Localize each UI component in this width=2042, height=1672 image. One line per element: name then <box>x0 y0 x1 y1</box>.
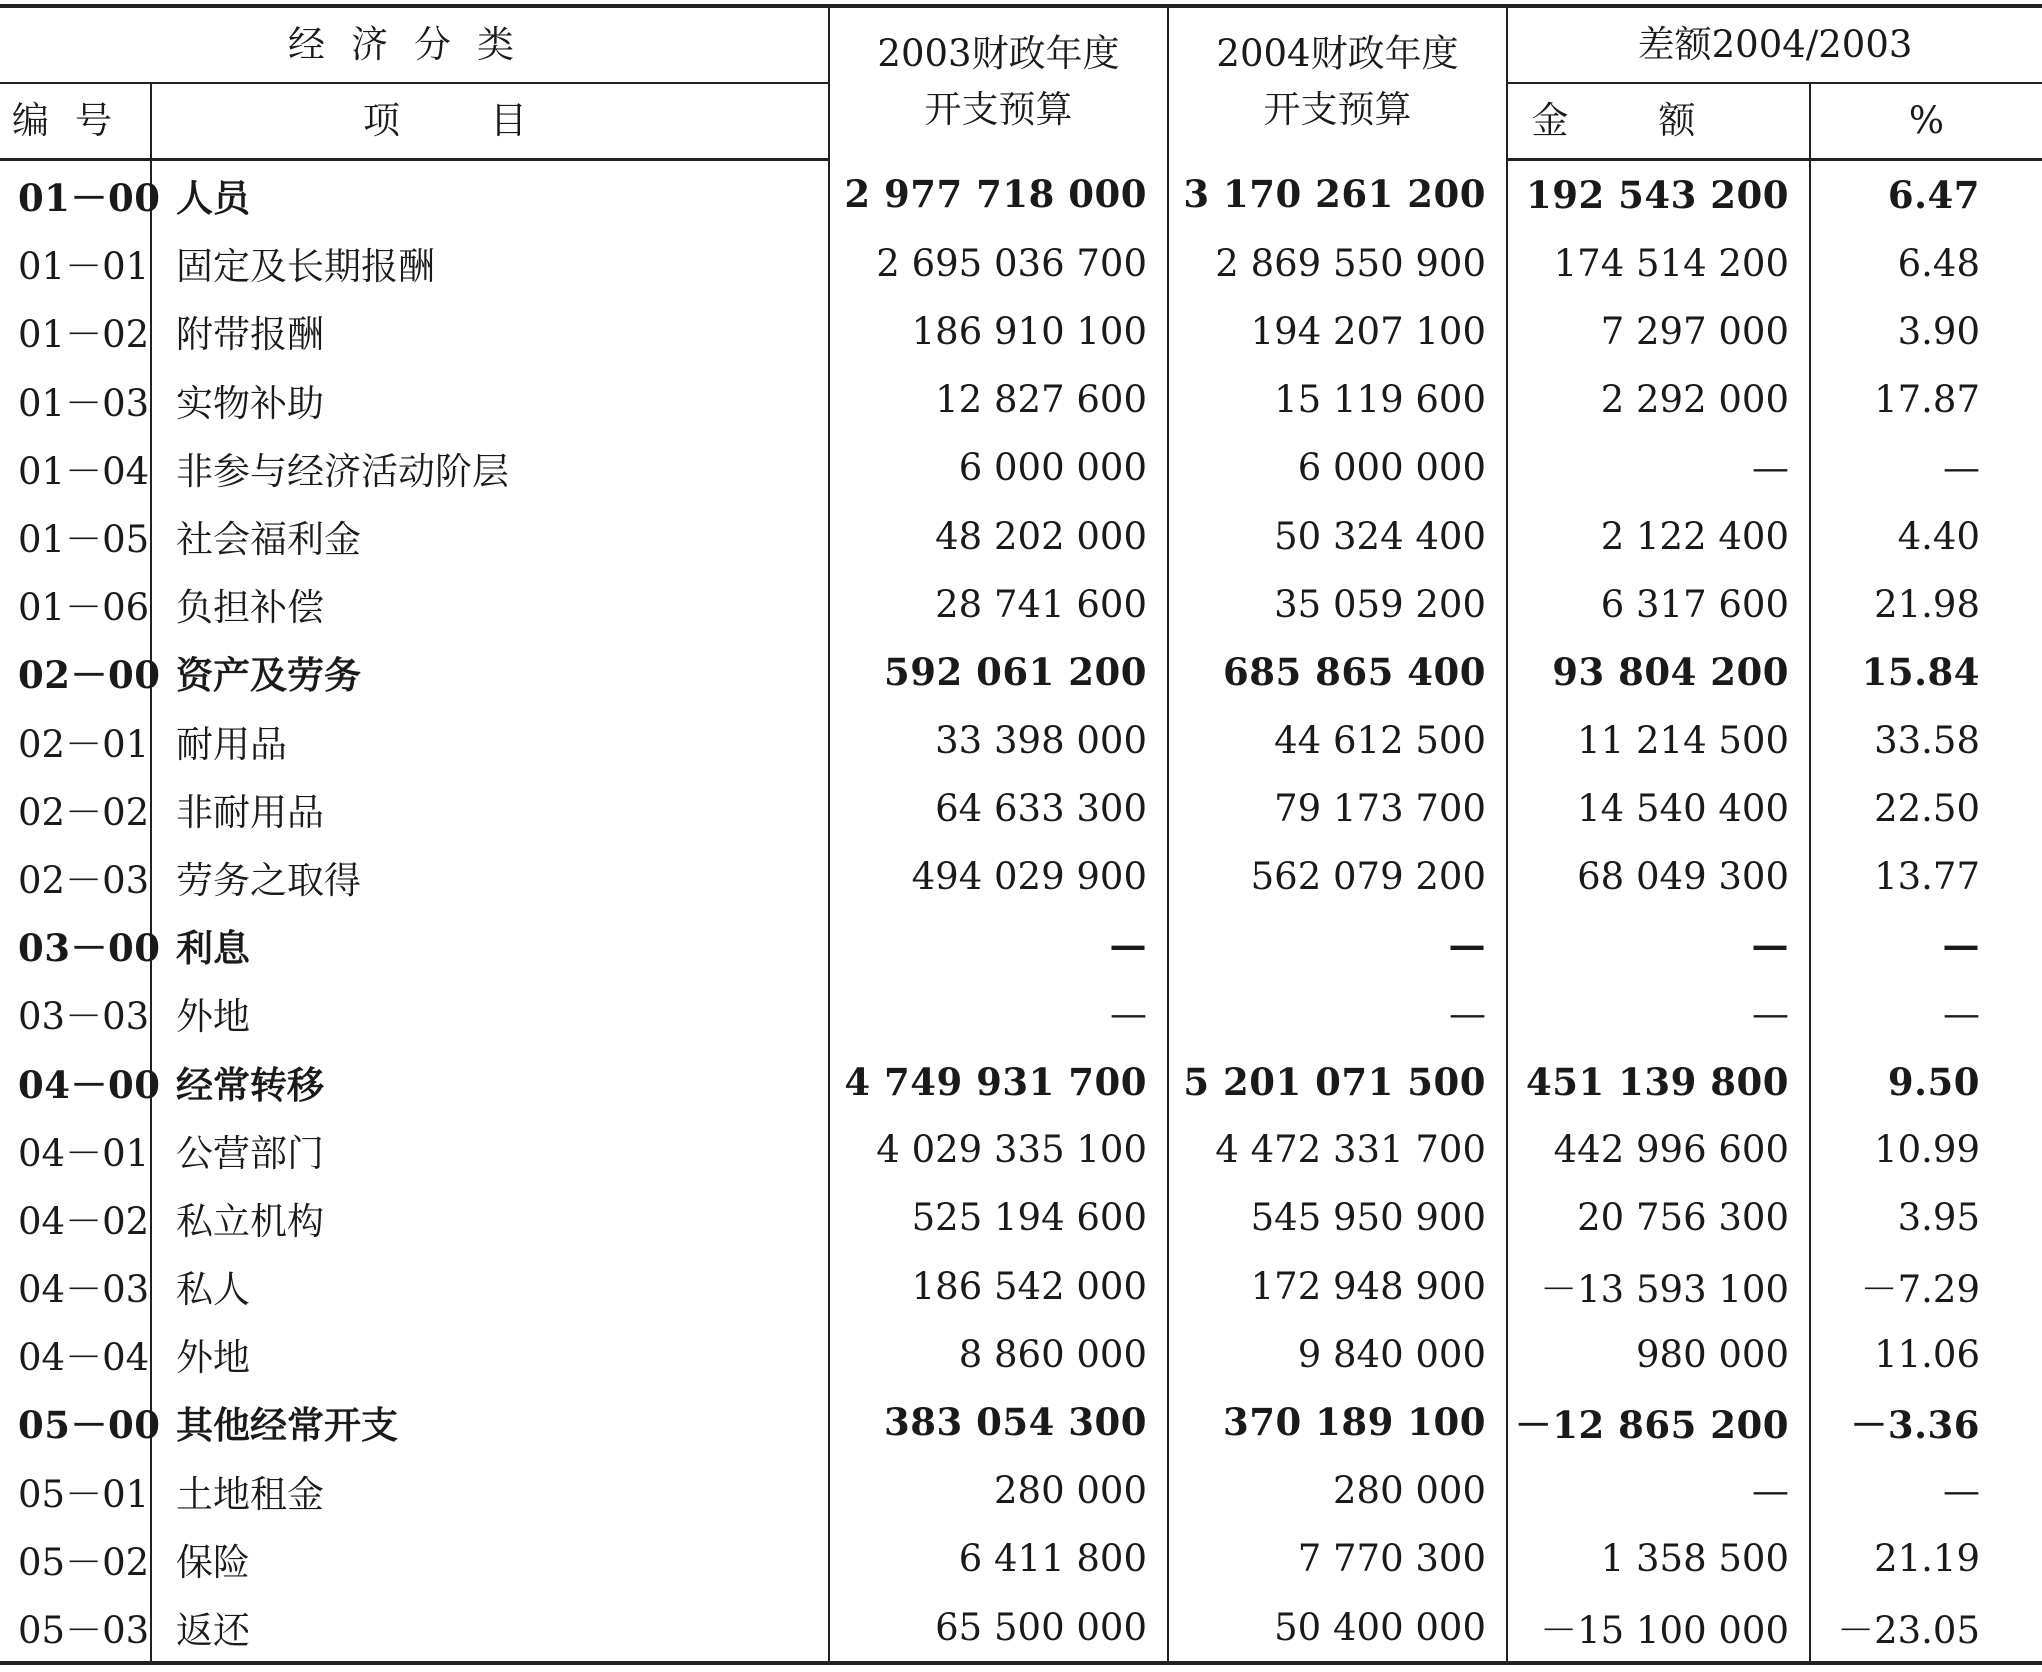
row-code: 02－03 <box>0 843 151 911</box>
row-code: 03－00 <box>0 911 151 979</box>
row-difference-percent: －7.29 <box>1810 1252 2042 1320</box>
row-difference-percent: — <box>1810 1457 2042 1525</box>
row-code: 01－04 <box>0 434 151 502</box>
row-budget-2004: 685 865 400 <box>1168 638 1507 706</box>
row-item: 固定及长期报酬 <box>151 229 829 297</box>
row-code: 01－01 <box>0 229 151 297</box>
row-difference-amount: — <box>1507 911 1810 979</box>
header-item: 项目 <box>151 83 829 160</box>
row-budget-2003: 186 910 100 <box>829 297 1168 365</box>
table-row <box>0 1388 2042 1456</box>
row-item: 资产及劳务 <box>151 638 829 706</box>
table-row <box>0 1252 2042 1320</box>
row-difference-percent: — <box>1810 434 2042 502</box>
row-budget-2004: 44 612 500 <box>1168 707 1507 775</box>
row-budget-2003: 592 061 200 <box>829 638 1168 706</box>
row-item: 其他经常开支 <box>151 1388 829 1456</box>
row-item: 非耐用品 <box>151 775 829 843</box>
row-difference-percent: －23.05 <box>1810 1593 2042 1663</box>
row-item: 土地租金 <box>151 1457 829 1525</box>
row-difference-percent: 3.95 <box>1810 1184 2042 1252</box>
row-budget-2003: 186 542 000 <box>829 1252 1168 1320</box>
row-budget-2003: — <box>829 911 1168 979</box>
budget-table <box>0 4 2042 1665</box>
row-difference-amount: 980 000 <box>1507 1320 1810 1388</box>
row-difference-amount: 68 049 300 <box>1507 843 1810 911</box>
row-budget-2003: 6 000 000 <box>829 434 1168 502</box>
row-budget-2004: 6 000 000 <box>1168 434 1507 502</box>
table-row <box>0 638 2042 706</box>
row-code: 04－01 <box>0 1116 151 1184</box>
row-difference-amount: －12 865 200 <box>1507 1388 1810 1456</box>
row-code: 01－05 <box>0 502 151 570</box>
row-difference-amount: 6 317 600 <box>1507 570 1810 638</box>
row-item: 外地 <box>151 1320 829 1388</box>
row-code: 04－04 <box>0 1320 151 1388</box>
row-item: 外地 <box>151 979 829 1047</box>
row-budget-2004: — <box>1168 979 1507 1047</box>
row-budget-2003: 6 411 800 <box>829 1525 1168 1593</box>
row-item: 保险 <box>151 1525 829 1593</box>
row-code: 03－03 <box>0 979 151 1047</box>
header-budget-2003-line2: 开支预算 <box>924 88 1073 131</box>
row-item: 返还 <box>151 1593 829 1663</box>
row-difference-amount: — <box>1507 979 1810 1047</box>
row-budget-2004: 545 950 900 <box>1168 1184 1507 1252</box>
row-budget-2004: 35 059 200 <box>1168 570 1507 638</box>
row-budget-2003: 12 827 600 <box>829 366 1168 434</box>
header-budget-2004-line2: 开支预算 <box>1263 88 1412 131</box>
row-code: 02－02 <box>0 775 151 843</box>
row-budget-2003: 4 749 931 700 <box>829 1047 1168 1115</box>
row-difference-percent: 15.84 <box>1810 638 2042 706</box>
row-budget-2004: 50 324 400 <box>1168 502 1507 570</box>
row-item: 经常转移 <box>151 1047 829 1115</box>
row-difference-amount: 442 996 600 <box>1507 1116 1810 1184</box>
table-row <box>0 1525 2042 1593</box>
row-difference-amount: 14 540 400 <box>1507 775 1810 843</box>
row-budget-2004: 3 170 261 200 <box>1168 160 1507 230</box>
table-row <box>0 502 2042 570</box>
row-difference-amount: 93 804 200 <box>1507 638 1810 706</box>
row-difference-percent: 6.48 <box>1810 229 2042 297</box>
table-row <box>0 1457 2042 1525</box>
row-difference-amount: －15 100 000 <box>1507 1593 1810 1663</box>
header-budget-2004-line1: 2004财政年度 <box>1216 32 1459 75</box>
table-body <box>0 160 2042 1664</box>
row-item: 劳务之取得 <box>151 843 829 911</box>
row-item: 公营部门 <box>151 1116 829 1184</box>
table-row <box>0 160 2042 230</box>
table-row <box>0 775 2042 843</box>
row-difference-amount: －13 593 100 <box>1507 1252 1810 1320</box>
row-item: 耐用品 <box>151 707 829 775</box>
row-difference-amount: — <box>1507 1457 1810 1525</box>
header-budget-2004 <box>1168 6 1507 160</box>
row-code: 01－02 <box>0 297 151 365</box>
row-budget-2004: 280 000 <box>1168 1457 1507 1525</box>
row-budget-2003: 28 741 600 <box>829 570 1168 638</box>
table-row <box>0 229 2042 297</box>
header-code: 编号 <box>0 83 151 160</box>
header-classification: 经济分类 <box>0 6 829 83</box>
row-code: 01－06 <box>0 570 151 638</box>
row-budget-2003: 2 695 036 700 <box>829 229 1168 297</box>
row-difference-amount: 2 122 400 <box>1507 502 1810 570</box>
row-item: 实物补助 <box>151 366 829 434</box>
table-row <box>0 1184 2042 1252</box>
row-difference-percent: — <box>1810 911 2042 979</box>
row-difference-amount: 192 543 200 <box>1507 160 1810 230</box>
row-item: 社会福利金 <box>151 502 829 570</box>
row-difference-percent: 3.90 <box>1810 297 2042 365</box>
row-budget-2004: 370 189 100 <box>1168 1388 1507 1456</box>
header-budget-2003-line1: 2003财政年度 <box>877 32 1120 75</box>
row-budget-2003: 525 194 600 <box>829 1184 1168 1252</box>
row-budget-2004: 194 207 100 <box>1168 297 1507 365</box>
row-code: 05－01 <box>0 1457 151 1525</box>
row-budget-2004: 7 770 300 <box>1168 1525 1507 1593</box>
row-budget-2004: 562 079 200 <box>1168 843 1507 911</box>
row-budget-2004: 172 948 900 <box>1168 1252 1507 1320</box>
row-code: 05－00 <box>0 1388 151 1456</box>
row-difference-amount: 11 214 500 <box>1507 707 1810 775</box>
row-difference-percent: 9.50 <box>1810 1047 2042 1115</box>
table-row <box>0 707 2042 775</box>
row-budget-2004: 5 201 071 500 <box>1168 1047 1507 1115</box>
row-code: 05－03 <box>0 1593 151 1663</box>
row-budget-2003: 48 202 000 <box>829 502 1168 570</box>
row-budget-2003: 8 860 000 <box>829 1320 1168 1388</box>
row-budget-2003: 280 000 <box>829 1457 1168 1525</box>
row-code: 02－00 <box>0 638 151 706</box>
row-difference-percent: 17.87 <box>1810 366 2042 434</box>
row-difference-percent: 6.47 <box>1810 160 2042 230</box>
row-item: 私立机构 <box>151 1184 829 1252</box>
row-difference-percent: — <box>1810 979 2042 1047</box>
row-budget-2003: 2 977 718 000 <box>829 160 1168 230</box>
row-budget-2004: — <box>1168 911 1507 979</box>
row-budget-2004: 50 400 000 <box>1168 1593 1507 1663</box>
table-row <box>0 1593 2042 1663</box>
table-header <box>0 6 2042 160</box>
row-budget-2004: 79 173 700 <box>1168 775 1507 843</box>
row-difference-percent: 10.99 <box>1810 1116 2042 1184</box>
row-item: 私人 <box>151 1252 829 1320</box>
row-item: 负担补偿 <box>151 570 829 638</box>
row-budget-2004: 9 840 000 <box>1168 1320 1507 1388</box>
row-code: 05－02 <box>0 1525 151 1593</box>
row-code: 04－03 <box>0 1252 151 1320</box>
table-row <box>0 297 2042 365</box>
row-budget-2003: 4 029 335 100 <box>829 1116 1168 1184</box>
table-row <box>0 1320 2042 1388</box>
table-row <box>0 843 2042 911</box>
table-row <box>0 1047 2042 1115</box>
row-budget-2003: 383 054 300 <box>829 1388 1168 1456</box>
table-row <box>0 979 2042 1047</box>
row-item: 人员 <box>151 160 829 230</box>
header-percent: % <box>1810 83 2042 160</box>
row-budget-2004: 2 869 550 900 <box>1168 229 1507 297</box>
row-budget-2004: 4 472 331 700 <box>1168 1116 1507 1184</box>
row-difference-percent: 21.19 <box>1810 1525 2042 1593</box>
row-code: 02－01 <box>0 707 151 775</box>
row-code: 04－00 <box>0 1047 151 1115</box>
row-difference-amount: 2 292 000 <box>1507 366 1810 434</box>
row-code: 01－00 <box>0 160 151 230</box>
table-row <box>0 570 2042 638</box>
row-budget-2003: 64 633 300 <box>829 775 1168 843</box>
row-item: 非参与经济活动阶层 <box>151 434 829 502</box>
row-item: 附带报酬 <box>151 297 829 365</box>
table-row <box>0 1116 2042 1184</box>
row-budget-2003: — <box>829 979 1168 1047</box>
row-difference-amount: 451 139 800 <box>1507 1047 1810 1115</box>
row-difference-percent: 13.77 <box>1810 843 2042 911</box>
table-row <box>0 434 2042 502</box>
row-difference-percent: 21.98 <box>1810 570 2042 638</box>
header-difference: 差额2004/2003 <box>1507 6 2042 83</box>
row-budget-2003: 33 398 000 <box>829 707 1168 775</box>
row-difference-percent: 4.40 <box>1810 502 2042 570</box>
row-item: 利息 <box>151 911 829 979</box>
row-difference-percent: 22.50 <box>1810 775 2042 843</box>
table-row <box>0 366 2042 434</box>
row-budget-2003: 65 500 000 <box>829 1593 1168 1663</box>
row-difference-amount: 1 358 500 <box>1507 1525 1810 1593</box>
row-budget-2003: 494 029 900 <box>829 843 1168 911</box>
row-code: 04－02 <box>0 1184 151 1252</box>
row-difference-amount: 20 756 300 <box>1507 1184 1810 1252</box>
row-difference-percent: 33.58 <box>1810 707 2042 775</box>
row-difference-amount: — <box>1507 434 1810 502</box>
row-budget-2004: 15 119 600 <box>1168 366 1507 434</box>
row-difference-amount: 7 297 000 <box>1507 297 1810 365</box>
header-budget-2003 <box>829 6 1168 160</box>
header-amount: 金额 <box>1507 83 1810 160</box>
row-difference-amount: 174 514 200 <box>1507 229 1810 297</box>
row-difference-percent: 11.06 <box>1810 1320 2042 1388</box>
row-code: 01－03 <box>0 366 151 434</box>
row-difference-percent: －3.36 <box>1810 1388 2042 1456</box>
table-row <box>0 911 2042 979</box>
